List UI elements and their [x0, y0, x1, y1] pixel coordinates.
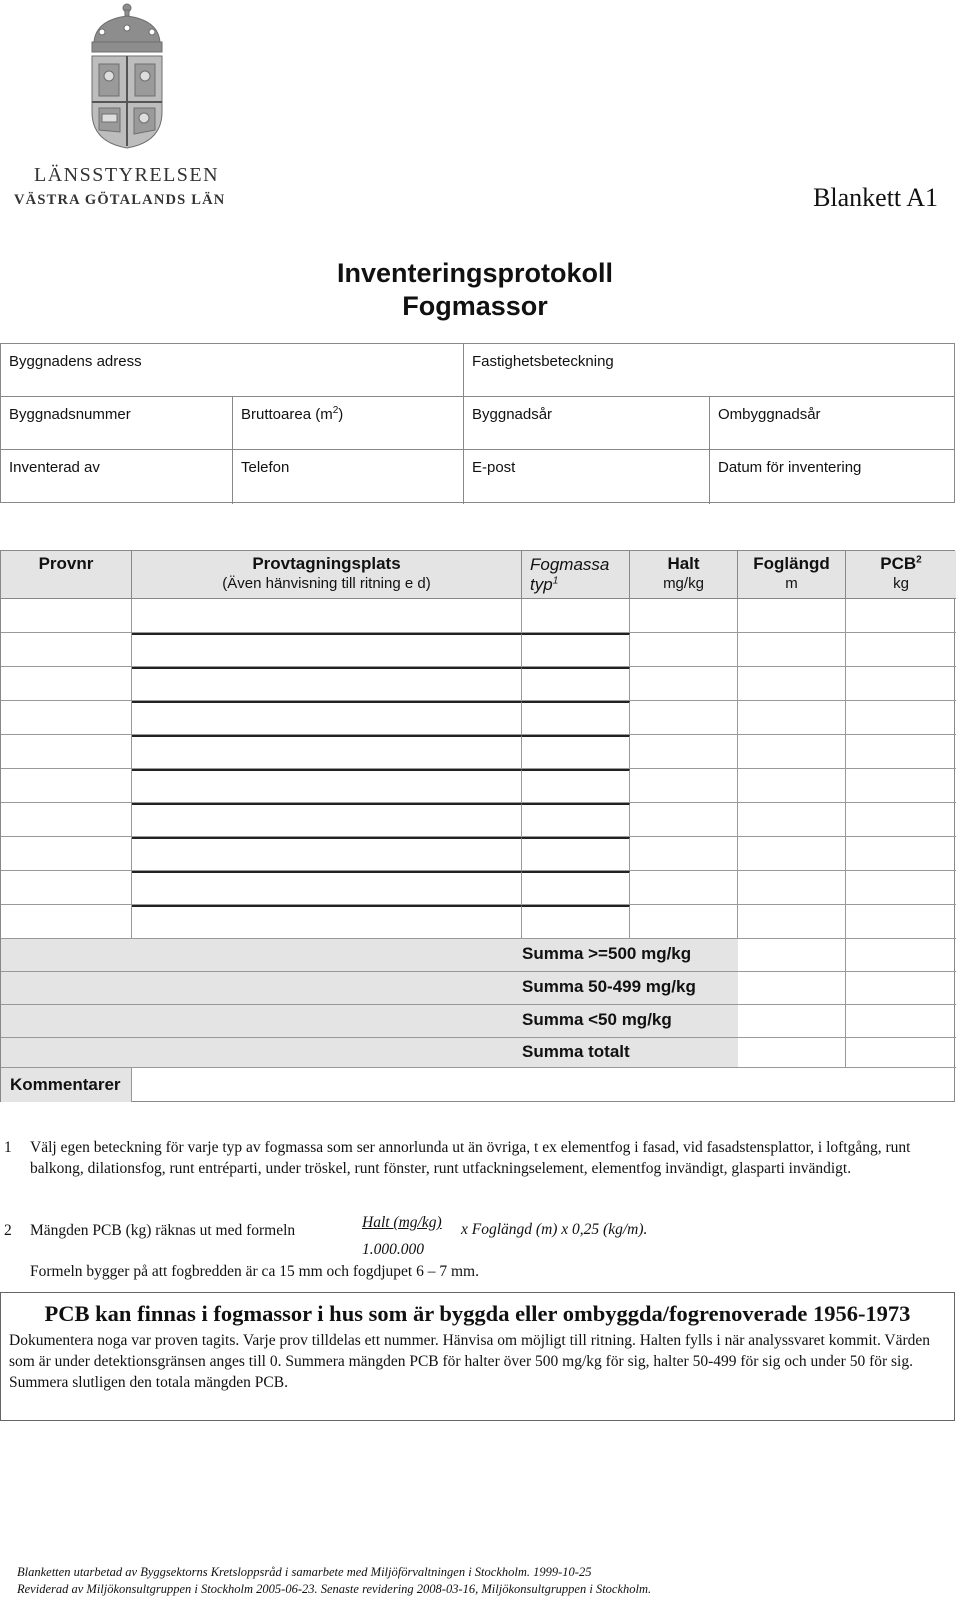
table-cell[interactable] — [522, 599, 630, 633]
sum-label: Summa <50 mg/kg — [522, 1010, 672, 1029]
field-label: Bruttoarea (m — [241, 406, 333, 423]
table-cell[interactable] — [846, 769, 956, 803]
footnote-number: 1 — [4, 1139, 12, 1156]
sum-row — [1, 1005, 954, 1038]
sum-pcb-cell[interactable] — [846, 939, 956, 972]
sample-table — [0, 550, 955, 1102]
table-row — [1, 599, 954, 633]
formula-numerator: Halt (mg/kg) — [362, 1214, 442, 1231]
table-cell[interactable] — [738, 837, 846, 871]
table-cell[interactable] — [630, 905, 738, 939]
table-cell[interactable] — [132, 667, 522, 701]
superscript: 2 — [916, 554, 922, 566]
table-cell[interactable] — [132, 769, 522, 803]
table-cell[interactable] — [738, 633, 846, 667]
sum-label: Summa >=500 mg/kg — [522, 944, 692, 963]
sum-label: Summa totalt — [522, 1042, 630, 1061]
property-designation-field[interactable] — [464, 344, 956, 396]
info-row — [1, 397, 954, 450]
sum-pcb-cell[interactable] — [846, 972, 956, 1005]
table-row — [1, 633, 954, 667]
col-title: Halt — [667, 554, 700, 573]
info-row — [1, 344, 954, 397]
credit-line-2: Reviderad av Miljökonsultgruppen i Stockholm 2005-06-23. Senaste revidering 2008-03-16, Miljökonsultgruppen i Stockholm. — [17, 1582, 652, 1596]
table-cell[interactable] — [522, 667, 630, 701]
col-unit: mg/kg — [663, 575, 704, 592]
table-cell[interactable] — [846, 735, 956, 769]
table-cell[interactable] — [132, 905, 522, 939]
table-cell[interactable] — [630, 803, 738, 837]
field-label: E-post — [472, 459, 516, 476]
table-cell[interactable] — [738, 701, 846, 735]
table-cell[interactable] — [522, 837, 630, 871]
field-label: Telefon — [241, 459, 290, 476]
inventoried-by-field[interactable] — [1, 450, 233, 504]
sum-pcb-cell[interactable] — [846, 1038, 956, 1068]
table-cell[interactable] — [846, 701, 956, 735]
table-cell[interactable] — [630, 769, 738, 803]
rebuild-year-field[interactable] — [710, 397, 956, 449]
table-cell[interactable] — [846, 837, 956, 871]
table-cell[interactable] — [630, 599, 738, 633]
field-label: Ombyggnadsår — [718, 406, 821, 423]
sum-label: Summa 50-499 mg/kg — [522, 977, 696, 996]
col-unit: m — [785, 575, 798, 592]
table-cell[interactable] — [738, 905, 846, 939]
field-label: Inventerad av — [9, 459, 100, 476]
table-cell[interactable] — [132, 871, 522, 905]
col-header-length — [738, 551, 846, 599]
field-label: Byggnadens adress — [9, 353, 142, 370]
col-header-provnr — [1, 551, 132, 599]
table-cell[interactable] — [522, 871, 630, 905]
col-header-place — [132, 551, 522, 599]
org-name-line1: LÄNSSTYRELSEN — [34, 164, 220, 186]
inventory-date-field[interactable] — [710, 450, 956, 504]
table-cell[interactable] — [738, 803, 846, 837]
table-row — [1, 735, 954, 769]
formula-rest: x Foglängd (m) x 0,25 (kg/m). — [461, 1221, 648, 1238]
field-label: Fastighetsbeteckning — [472, 353, 614, 370]
coat-of-arms-icon — [84, 2, 170, 150]
building-address-field[interactable] — [1, 344, 464, 396]
table-cell[interactable] — [738, 769, 846, 803]
table-cell[interactable] — [1, 905, 132, 939]
table-cell[interactable] — [1, 667, 132, 701]
table-cell[interactable] — [522, 769, 630, 803]
table-cell[interactable] — [132, 701, 522, 735]
field-label: ) — [338, 406, 344, 423]
sum-length-cell[interactable] — [738, 1038, 846, 1068]
table-cell[interactable] — [522, 803, 630, 837]
info-row — [1, 450, 954, 504]
notice-title: PCB kan finnas i fogmassor i hus som är byggda eller ombyggda/fogrenoverade 1956-1973 — [44, 1301, 911, 1326]
email-field[interactable] — [464, 450, 710, 504]
table-row — [1, 803, 954, 837]
sum-row — [1, 1038, 954, 1068]
table-cell[interactable] — [1, 633, 132, 667]
table-cell[interactable] — [132, 803, 522, 837]
col-title: typ — [530, 575, 553, 594]
col-header-halt — [630, 551, 738, 599]
notice-text: Dokumentera noga var proven tagits. Varje prov tilldelas ett nummer. Hänvisa om möjligt till ritning. Halten fylls i när analyssvaret kommit. Värden som är under detektionsgränsen anges till 0. Summera mängden PCB för halter över 500 mg/kg för sig, halter 50-499 för sig och under 50 för sig. Summera slutligen den totala mängden PCB. — [9, 1332, 931, 1391]
footnote-number: 2 — [4, 1222, 12, 1239]
table-row — [1, 837, 954, 871]
form-id: Blankett A1 — [813, 183, 938, 212]
table-cell[interactable] — [132, 599, 522, 633]
footnote-1 — [4, 1137, 960, 1179]
col-title: Provnr — [38, 554, 94, 573]
table-cell[interactable] — [630, 633, 738, 667]
table-cell[interactable] — [1, 871, 132, 905]
table-cell[interactable] — [738, 735, 846, 769]
table-row — [1, 701, 954, 735]
footnote-2-note: Formeln bygger på att fogbredden är ca 15 mm och fogdjupet 6 – 7 mm. — [30, 1263, 479, 1280]
notice-box — [0, 1292, 955, 1421]
table-cell[interactable] — [1, 803, 132, 837]
table-cell[interactable] — [522, 735, 630, 769]
table-cell[interactable] — [846, 905, 956, 939]
table-cell[interactable] — [846, 633, 956, 667]
col-unit: kg — [893, 575, 909, 592]
sum-pcb-cell[interactable] — [846, 1005, 956, 1038]
table-cell[interactable] — [1, 837, 132, 871]
table-cell[interactable] — [846, 803, 956, 837]
superscript: 2 — [332, 405, 339, 416]
table-cell[interactable] — [846, 599, 956, 633]
building-info-table — [0, 343, 955, 503]
formula-denominator: 1.000.000 — [362, 1241, 424, 1258]
page-subtitle: Fogmassor — [402, 291, 548, 321]
org-name-line2: VÄSTRA GÖTALANDS LÄN — [14, 192, 226, 208]
table-cell[interactable] — [846, 871, 956, 905]
sum-row — [1, 972, 954, 1005]
table-row — [1, 871, 954, 905]
table-row — [1, 667, 954, 701]
comments-label: Kommentarer — [1, 1068, 132, 1102]
col-title: PCB — [880, 554, 917, 573]
table-cell[interactable] — [132, 633, 522, 667]
table-cell[interactable] — [846, 667, 956, 701]
table-cell[interactable] — [738, 667, 846, 701]
table-cell[interactable] — [132, 837, 522, 871]
col-header-pcb — [846, 551, 956, 599]
table-row — [1, 769, 954, 803]
table-cell[interactable] — [630, 667, 738, 701]
col-title: Provtagningsplats — [252, 554, 401, 573]
sum-length-cell[interactable] — [738, 972, 846, 1005]
sum-length-cell[interactable] — [738, 939, 846, 972]
table-cell[interactable] — [738, 599, 846, 633]
field-label: Datum för inventering — [718, 459, 862, 476]
table-cell[interactable] — [522, 905, 630, 939]
table-cell[interactable] — [738, 871, 846, 905]
credit-line-1: Blanketten utarbetad av Byggsektorns Kretsloppsråd i samarbete med Miljöförvaltningen i Stockholm. 1999-10-25 — [17, 1565, 592, 1579]
page-title: Inventeringsprotokoll — [336, 258, 614, 288]
footnote-2-text: Mängden PCB (kg) räknas ut med formeln — [30, 1222, 296, 1239]
gross-area-field[interactable] — [233, 397, 464, 449]
table-cell[interactable] — [1, 701, 132, 735]
table-cell[interactable] — [132, 735, 522, 769]
building-number-field[interactable] — [1, 397, 233, 449]
col-title: Fogmassa — [530, 555, 610, 574]
table-cell[interactable] — [522, 633, 630, 667]
build-year-field[interactable] — [464, 397, 710, 449]
col-title: Foglängd — [753, 554, 830, 573]
comments-row — [1, 1068, 954, 1102]
table-cell[interactable] — [1, 769, 132, 803]
table-cell[interactable] — [630, 701, 738, 735]
table-row — [1, 905, 954, 939]
field-label: Byggnadsnummer — [9, 406, 131, 423]
footnote-text: Välj egen beteckning för varje typ av fogmassa som ser annorlunda ut än övriga, t ex elementfog i fasad, vid fasadstensplattor, i loftgång, runt balkong, dilationsfog, runt entréparti, under tröskel, runt fönster, runt utfackningselement, elementfog invändigt, glasparti invändigt. — [30, 1139, 911, 1177]
sum-row — [1, 939, 954, 972]
table-cell[interactable] — [630, 735, 738, 769]
col-subtitle: (Även hänvisning till ritning e d) — [222, 575, 431, 592]
superscript: 1 — [552, 575, 559, 587]
sum-length-cell[interactable] — [738, 1005, 846, 1038]
table-cell[interactable] — [1, 599, 132, 633]
col-header-type — [522, 551, 630, 599]
table-cell[interactable] — [630, 871, 738, 905]
phone-field[interactable] — [233, 450, 464, 504]
table-cell[interactable] — [522, 701, 630, 735]
field-label: Byggnadsår — [472, 406, 553, 423]
table-cell[interactable] — [630, 837, 738, 871]
table-cell[interactable] — [1, 735, 132, 769]
